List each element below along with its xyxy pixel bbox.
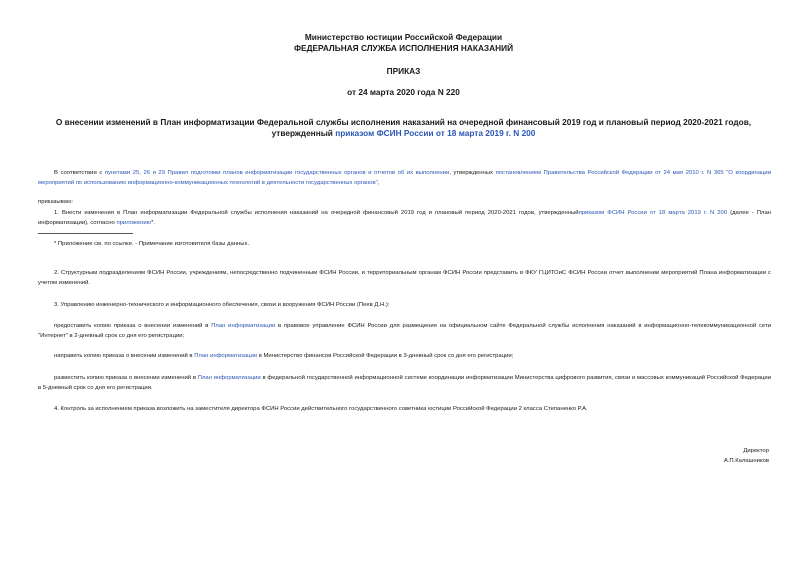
preamble-text-2: , утвержденных: [449, 170, 496, 176]
sub-b-plan-link[interactable]: План информатизации: [194, 353, 258, 359]
preamble-paragraph: [38, 168, 771, 188]
footnote-divider: [38, 233, 133, 234]
ministry-heading: Министерство юстиции Российской Федерации: [304, 32, 503, 42]
footnote: * Приложение см. по ссылке. - Примечание изготовителя базы данных.: [54, 241, 250, 247]
item-3-sub-b: [38, 351, 771, 361]
rules-link[interactable]: пунктами 25, 26 и 29 Правил подготовки планов информатизации государственных органов и отчетов об их выполнении: [104, 170, 450, 176]
appendix-link[interactable]: приложению: [116, 220, 152, 226]
item-3-sub-c: [38, 373, 771, 393]
sub-a-text-2: в правовое управление ФСИН России для размещения на официальном сайте Федеральной службы исполнения наказаний в информационно-телекоммуникационной сети "Интернет" в 2-дневный срок со дня его регистрации;: [38, 323, 771, 339]
item-3-sub-a: [38, 321, 771, 341]
sub-b-text-1: направить копию приказа о внесении изменений в: [54, 353, 195, 359]
item-3-paragraph: 3. Управлению инженерно-технического и информационного обеспечения, связи и вооружения ФСИН России (Пеев Д.Н.):: [54, 302, 390, 308]
preamble-text-1: В соответствии с: [54, 170, 105, 176]
government-decree-link[interactable]: постановлением Правительства Российской Федерации от 24 мая 2010 г. N 365 "О координации мероприятий по использованию информационно-коммуникационных технологий в деятельности государственных органов": [38, 170, 771, 186]
order-word: приказываю:: [38, 199, 74, 205]
doc-type-heading: ПРИКАЗ: [386, 66, 421, 76]
sub-a-plan-link[interactable]: План информатизации: [211, 323, 276, 329]
item-1-text-1: 1. Внести изменения в План информатизации Федеральной службы исполнения наказаний на очередной финансовый 2019 год и плановый период 2020-2021 годов, утвержденный: [54, 210, 579, 216]
title-text: О внесении изменений в План информатизации Федеральной службы исполнения наказаний на очередной финансовый 2019 год и плановый период 2020-2021 годов, утвержденный: [55, 117, 752, 138]
item-2-paragraph: 2. Структурным подразделениям ФСИН России, учреждениям, непосредственно подчиненным ФСИН России, и территориальным органам ФСИН России представить в ФКУ ГЦИТОиС ФСИН России отчет выполнении мероприятий Плана информатизации с учетом изменений.: [38, 270, 771, 286]
item-1-paragraph: [38, 208, 771, 228]
signature-name: А.П.Калашников: [723, 458, 769, 464]
doc-date: от 24 марта 2020 года N 220: [347, 87, 460, 97]
service-heading: ФЕДЕРАЛЬНАЯ СЛУЖБА ИСПОЛНЕНИЯ НАКАЗАНИЙ: [293, 43, 514, 53]
item-1-order-link[interactable]: приказом ФСИН России от 18 марта 2019 г. N 200: [578, 210, 728, 216]
title-order-link[interactable]: приказом ФСИН России от 18 марта 2019 г. N 200: [335, 128, 536, 138]
sub-a-text-1: предоставить копию приказа о внесении изменений в: [54, 323, 212, 329]
item-1-text-2: (далее - План информатизации), согласно: [38, 210, 771, 226]
sub-c-text-2: в федеральной государственной информационной системе координации информатизации Министерства цифрового развития, связи и массовых коммуникаций Российской Федерации в 5-дневный срок со дня его регистрации.: [38, 375, 771, 391]
document-title: [30, 117, 777, 139]
item-1-text-3: *.: [151, 220, 156, 226]
item-4-paragraph: 4. Контроль за исполнением приказа возложить на заместителя директора ФСИН России действительного государственного советника юстиции Российской Федерации 2 класса Степаненко Р.А.: [54, 406, 588, 412]
sub-c-text-1: разместить копию приказа о внесении изменений в: [54, 375, 198, 381]
preamble-text-3: ,: [377, 180, 380, 186]
sub-c-plan-link[interactable]: План информатизации: [197, 375, 261, 381]
signature-position: Директор: [743, 448, 769, 454]
sub-b-text-2: в Министерство финансов Российской Федерации в 3-дневный срок со дня его регистрации;: [257, 353, 514, 359]
